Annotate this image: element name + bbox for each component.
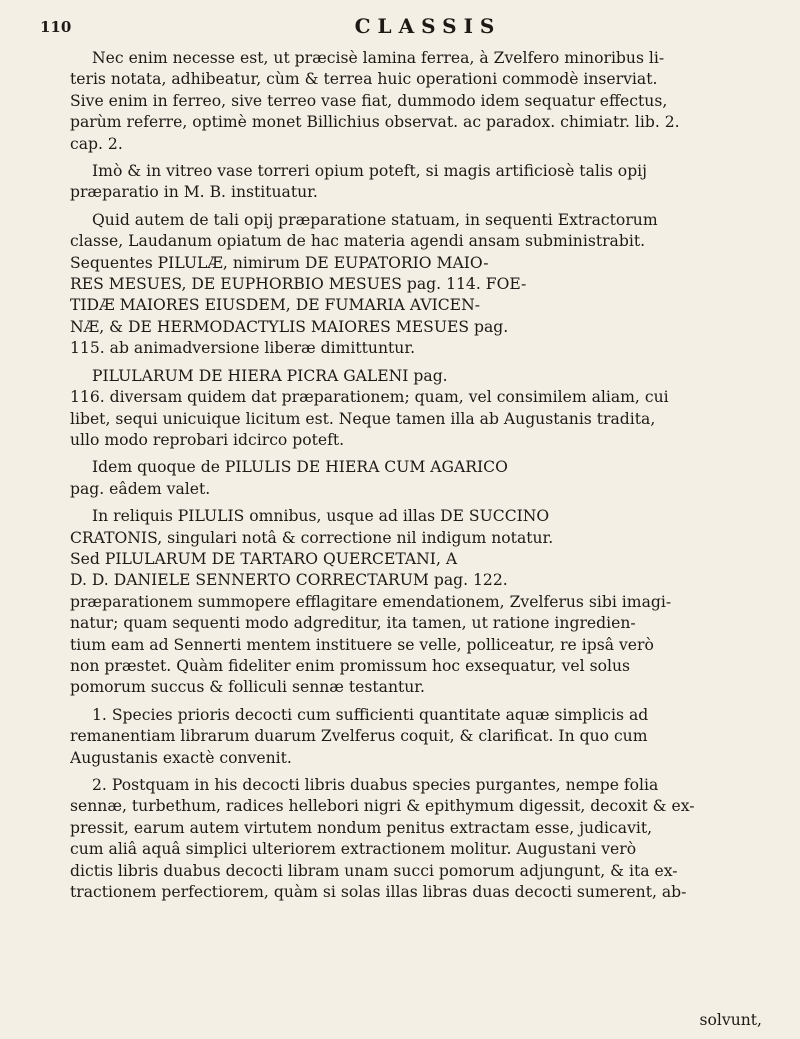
text-line: 116. diversam quidem dat præparationem; quam, vel consimilem aliam, cui [70,388,669,407]
text-line: Sequentes PILULÆ, nimirum DE EUPATORIO MAIO- [70,253,489,272]
catchword: solvunt, [699,1011,762,1029]
page-number: 110 [40,18,72,36]
text-line: præparationem summopere efflagitare emendationem, Zvelferus sibi imagi- [70,592,672,611]
text-line: parùm referre, optimè monet Billichius observat. ac paradox. chimiatr. lib. 2. [70,113,680,132]
text-line: Augustanis exactè convenit. [70,748,292,767]
text-line: 2. Postquam in his decocti libris duabus species purgantes, nempe folia [92,776,659,794]
text-line: CRATONIS, singulari notâ & correctione nil indigum notatur. [70,528,554,547]
text-line: 1. Species prioris decocti cum sufficienti quantitate aquæ simplicis ad [92,705,649,724]
text-line: Quid autem de tali opij præparatione statuam, in sequenti Extractorum [92,210,658,229]
text-line: 115. ab animadversione liberæ dimittuntur. [70,339,416,358]
text-line: classe, Laudanum opiatum de hac materia agendi ansam subministrabit. [70,232,646,251]
text-line: libet, sequi unicuique licitum est. Neque tamen illa ab Augustanis tradita, [70,409,656,428]
text-line: pomorum succus & folliculi sennæ testantur. [70,678,426,697]
text-line: ullo modo reprobari idcirco poteft. [70,430,345,449]
text-line: sennæ, turbethum, radices hellebori nigri & epithymum digessit, decoxit & ex- [70,797,695,816]
text-line: dictis libris duabus decocti libram unam succi pomorum adjungunt, & ita ex- [70,861,678,880]
text-line: Imò & in vitreo vase torreri opium poteft, si magis artificiosè talis opij [92,162,648,181]
text-line: Nec enim necesse est, ut præcisè lamina ferrea, à Zvelfero minoribus li- [92,49,665,67]
text-line: PILULARUM DE HIERA PICRA GALENI pag. [92,366,448,385]
text-line: cap. 2. [70,134,123,153]
text-line: cum aliâ aquâ simplici ulteriorem extractionem molitur. Augustani verò [70,840,637,859]
text-line: tractionem perfectiorem, quàm si solas illas libras duas decocti sumerent, ab- [70,883,687,902]
paragraph [70,705,766,769]
paragraph [70,48,766,155]
paragraph [70,457,766,500]
text-line: non præstet. Quàm fideliter enim promissum hoc exsequatur, vel solus [70,656,631,675]
paragraph [70,506,766,699]
text-line: remanentiam librarum duarum Zvelferus coquit, & clarificat. In quo cum [70,727,648,746]
paragraph [70,161,766,204]
text-line: RES MESUES, DE EUPHORBIO MESUES pag. 114. FOE- [70,275,527,294]
text-line: tium eam ad Sennerti mentem instituere se velle, polliceatur, re ipsâ verò [70,635,654,654]
page-header [40,14,766,42]
text-line: teris notata, adhibeatur, cùm & terrea huic operationi commodè inserviat. [70,70,658,89]
text-line: pressit, earum autem virtutem nondum penitus extractam esse, judicavit, [70,818,653,837]
text-line: Idem quoque de PILULIS DE HIERA CUM AGARICO [92,458,508,477]
text-line: Sed PILULARUM DE TARTARO QUERCETANI, A [70,549,458,568]
text-line: natur; quam sequenti modo adgreditur, ita tamen, ut ratione ingredien- [70,614,636,633]
text-line: In reliquis PILULIS omnibus, usque ad illas DE SUCCINO [92,507,550,526]
text-line: pag. eâdem valet. [70,479,211,498]
text-line: NÆ, & DE HERMODACTYLIS MAIORES MESUES pag. [70,317,509,336]
running-head: CLASSIS [354,14,502,38]
text-line: Sive enim in ferreo, sive terreo vase fiat, dummodo idem sequatur effectus, [70,91,668,110]
body-text [70,48,766,903]
text-line: præparatio in M. B. instituatur. [70,183,318,202]
text-line: D. D. DANIELE SENNERTO CORRECTARUM pag. 122. [70,571,508,590]
paragraph [70,366,766,452]
text-line: TIDÆ MAIORES EIUSDEM, DE FUMARIA AVICEN- [70,296,480,315]
paragraph [70,210,766,360]
paragraph [70,775,766,903]
